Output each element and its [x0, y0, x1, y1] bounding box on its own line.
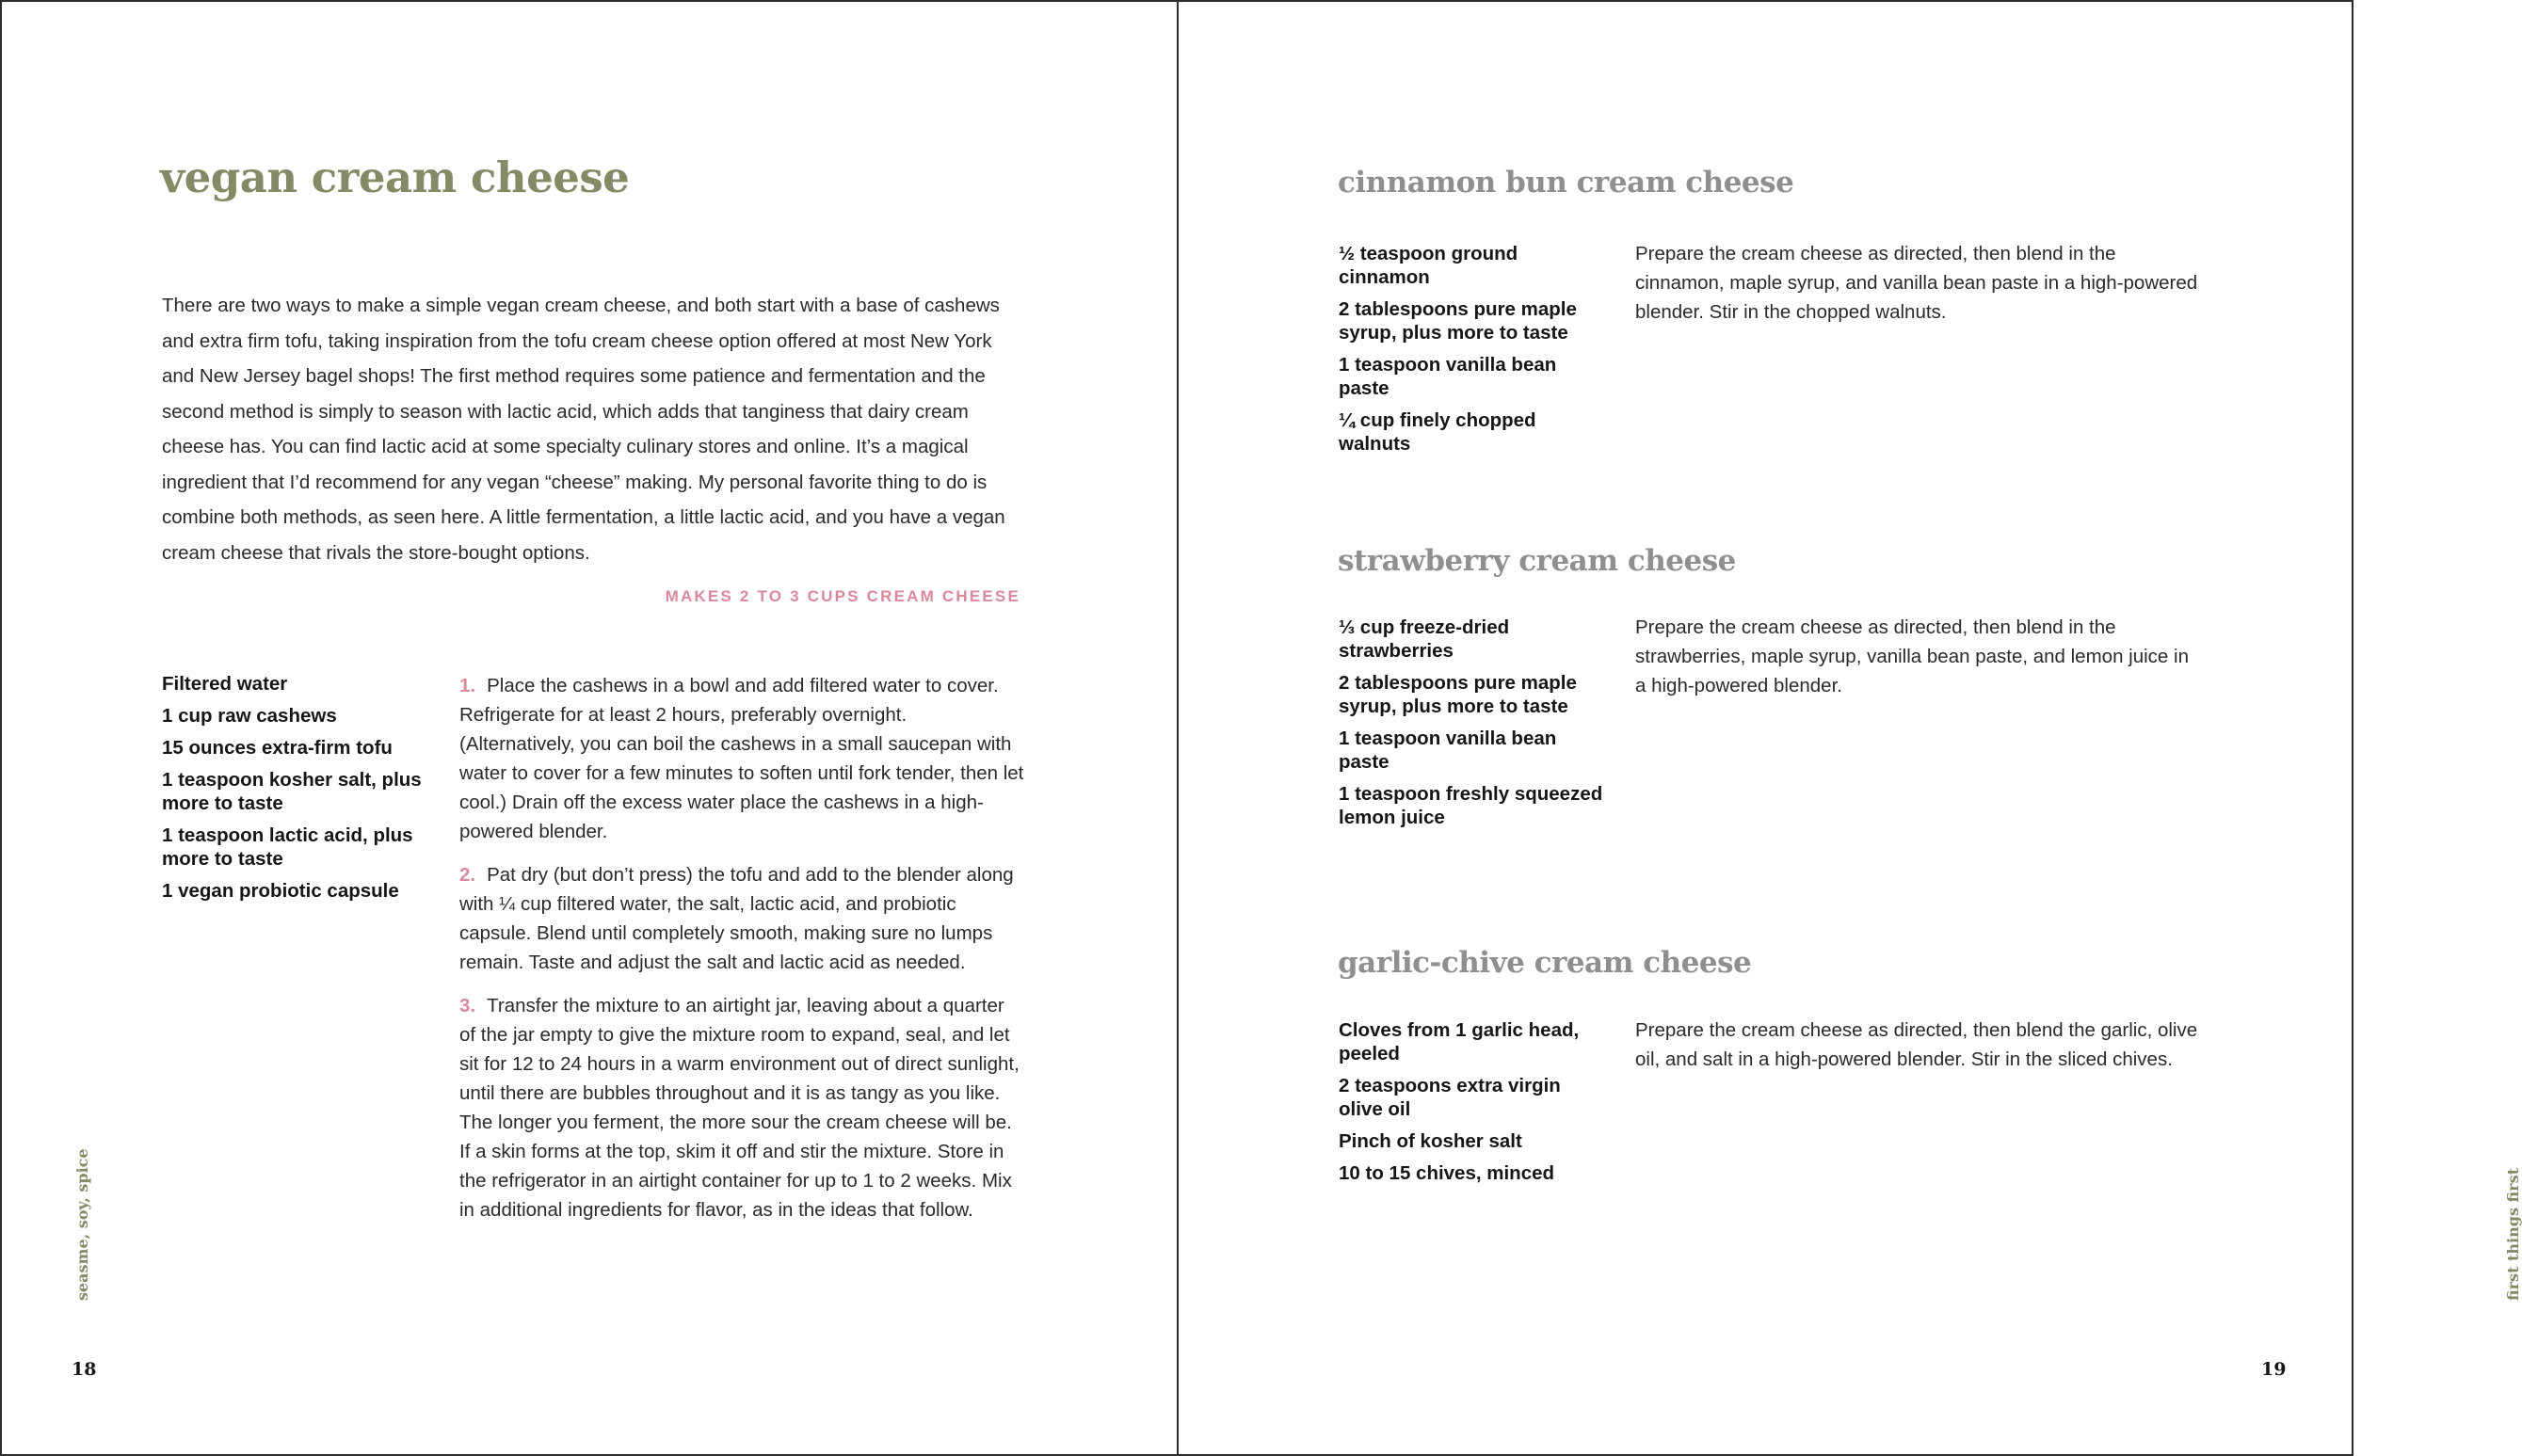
ingredient-item: 1 teaspoon kosher salt, plus more to taste	[162, 769, 422, 814]
ingredient-item: 1 vegan probiotic capsule	[162, 880, 399, 902]
variation-ingredient-list	[1339, 1018, 1607, 1193]
page-number-right: 19	[2261, 1359, 2287, 1380]
ingredient-item: 1 teaspoon vanilla bean paste	[1339, 728, 1557, 773]
ingredient-item: 1 teaspoon lactic acid, plus more to taste	[162, 824, 413, 870]
variation-ingredient-list	[1339, 616, 1607, 838]
ingredient-item: 2 tablespoons pure maple syrup, plus more to taste	[1339, 672, 1577, 717]
right-page	[1179, 2, 2522, 1454]
ingredient-item: 2 teaspoons extra virgin olive oil	[1339, 1075, 1561, 1120]
ingredient-item: 10 to 15 chives, minced	[1339, 1162, 1555, 1184]
variation-title: garlic-chive cream cheese	[1338, 946, 1752, 980]
variation-title: cinnamon bun cream cheese	[1338, 166, 1794, 200]
ingredient-item: 1 cup raw cashews	[162, 705, 337, 727]
step-text: Transfer the mixture to an airtight jar, leaving about a quarter of the jar empty to give the mixture room to expand, seal, and let sit for 12 to 24 hours in a warm environment out of direct sunlight, until there are bubbles throughout and it is as tangy as you like. The longer you ferment, the more sour the cream cheese will be. If a skin forms at the top, skim it off and stir the mixture. Store in the refrigerator in an airtight container for up to 1 to 2 weeks. Mix in additional ingredients for flavor, as in the ideas that follow.	[459, 995, 1020, 1221]
variation-title: strawberry cream cheese	[1338, 544, 1736, 578]
ingredient-item: 1 teaspoon freshly squeezed lemon juice	[1339, 783, 1603, 828]
left-page	[2, 2, 1177, 1454]
variation-ingredient-list	[1339, 242, 1607, 464]
running-head-left: seasme, soy, spice	[73, 1148, 91, 1301]
ingredient-item: Filtered water	[162, 673, 288, 695]
ingredient-item: Cloves from 1 garlic head, peeled	[1339, 1019, 1580, 1064]
step-text: Place the cashews in a bowl and add filtered water to cover. Refrigerate for at least 2 hours, preferably overnight. (Alternatively, you can boil the cashews in a small saucepan with water to cover for a few minutes to soften until fork tender, then let cool.) Drain off the excess water place the cashews in a high-powered blender.	[459, 675, 1024, 842]
method-steps	[459, 671, 1024, 1239]
method-step	[459, 671, 1024, 846]
ingredient-item: 15 ounces extra-firm tofu	[162, 737, 393, 759]
variation-method: Prepare the cream cheese as directed, then blend in the cinnamon, maple syrup, and vanilla bean paste in a high-powered blender. Stir in the chopped walnuts.	[1635, 243, 2198, 323]
ingredient-item: 2 tablespoons pure maple syrup, plus more to taste	[1339, 298, 1577, 344]
running-head-right: first things first	[2504, 1168, 2522, 1301]
ingredient-item: ⅓ cup freeze-dried strawberries	[1339, 616, 1510, 662]
step-number: 3.	[459, 995, 476, 1016]
ingredient-list	[162, 672, 435, 911]
variation-method: Prepare the cream cheese as directed, then blend in the strawberries, maple syrup, vanilla bean paste, and lemon juice in a high-powered blender.	[1635, 616, 2189, 696]
recipe-title: vegan cream cheese	[160, 152, 630, 202]
recipe-intro: There are two ways to make a simple vegan cream cheese, and both start with a base of cashews and extra firm tofu, taking inspiration from the tofu cream cheese option offered at most New York and New Jersey bagel shops! The first method requires some patience and fermentation and the second method is simply to season with lactic acid, which adds that tanginess that dairy cream cheese has. You can find lactic acid at some specialty culinary stores and online. It’s a magical ingredient that I’d recommend for any vegan “cheese” making. My personal favorite thing to do is combine both methods, as seen here. A little fermentation, a little lactic acid, and you have a vegan cream cheese that rivals the store-bought options.	[162, 295, 1005, 564]
ingredient-item: ½ teaspoon ground cinnamon	[1339, 243, 1518, 288]
step-number: 2.	[459, 864, 476, 886]
page-number-left: 18	[72, 1359, 97, 1380]
ingredient-item: Pinch of kosher salt	[1339, 1130, 1522, 1152]
step-number: 1.	[459, 675, 476, 696]
method-step	[459, 991, 1024, 1224]
recipe-yield: MAKES 2 TO 3 CUPS CREAM CHEESE	[665, 587, 1020, 605]
method-step	[459, 860, 1024, 977]
ingredient-item: 1 teaspoon vanilla bean paste	[1339, 354, 1557, 399]
ingredient-item: ¼ cup finely chopped walnuts	[1339, 409, 1536, 455]
step-text: Pat dry (but don’t press) the tofu and add to the blender along with ¼ cup filtered water, the salt, lactic acid, and probiotic capsule. Blend until completely smooth, making sure no lumps remain. Taste and adjust the salt and lactic acid as needed.	[459, 864, 1014, 973]
variation-method: Prepare the cream cheese as directed, then blend the garlic, olive oil, and salt in a high-powered blender. Stir in the sliced chives.	[1635, 1019, 2198, 1070]
